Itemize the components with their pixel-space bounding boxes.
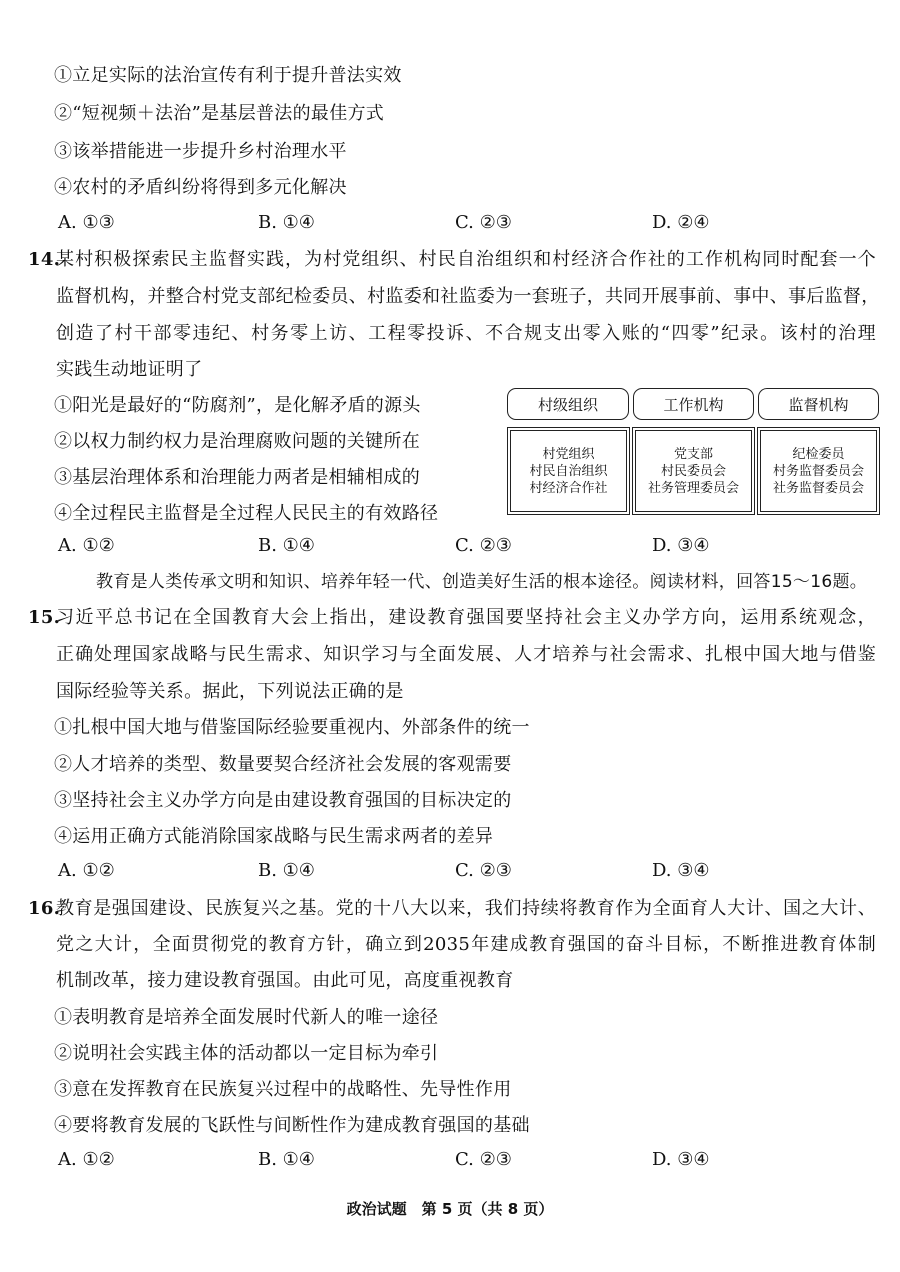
q14-stem-line-3: 创造了村干部零违纪、村务零上访、工程零投诉、不合规支出零入账的“四零”纪录。该村的治理 xyxy=(56,323,876,344)
diagram-header-work-org: 工作机构 xyxy=(633,388,754,420)
q14-stem-line-1: 某村积极探索民主监督实践，为村党组织、村民自治组织和村经济合作社的工作机构同时配套一个 xyxy=(56,249,876,270)
q16-option-c: C. ②③ xyxy=(455,1149,512,1170)
q14-option-d: D. ③④ xyxy=(652,535,710,556)
q16-statement-3: ③意在发挥教育在民族复兴过程中的战略性、先导性作用 xyxy=(54,1079,512,1100)
q15-option-c: C. ②③ xyxy=(455,860,512,881)
q16-statement-2: ②说明社会实践主体的活动都以一定目标为牵引 xyxy=(54,1043,439,1064)
q15-statement-4: ④运用正确方式能消除国家战略与民生需求两者的差异 xyxy=(54,826,494,847)
q14-statement-2: ②以权力制约权力是治理腐败问题的关键所在 xyxy=(54,431,420,452)
q13-statement-1: ①立足实际的法治宣传有利于提升普法实效 xyxy=(54,65,402,86)
diagram-box-supervision-org xyxy=(760,430,877,512)
q14-stem-line-2: 监督机构，并整合村党支部纪检委员、村监委和社监委为一套班子，共同开展事前、事中、事后监督， xyxy=(56,286,880,307)
q16-stem-line-1: 教育是强国建设、民族复兴之基。党的十八大以来，我们持续将教育作为全面育人大计、国之大计、 xyxy=(56,898,876,919)
organization-diagram xyxy=(507,386,879,512)
q15-statement-1: ①扎根中国大地与借鉴国际经验要重视内、外部条件的统一 xyxy=(54,717,530,738)
q16-stem-line-3: 机制改革，接力建设教育强国。由此可见，高度重视教育 xyxy=(56,970,514,991)
q13-option-d: D. ②④ xyxy=(652,212,710,233)
diagram-item: 社务监督委员会 xyxy=(772,480,864,496)
q16-statement-1: ①表明教育是培养全面发展时代新人的唯一途径 xyxy=(54,1007,439,1028)
diagram-item: 纪检委员 xyxy=(792,446,845,462)
q15-statement-2: ②人才培养的类型、数量要契合经济社会发展的客观需要 xyxy=(54,754,512,775)
q14-stem-line-4: 实践生动地证明了 xyxy=(56,359,203,380)
q15-option-d: D. ③④ xyxy=(652,860,710,881)
q14-statement-3: ③基层治理体系和治理能力两者是相辅相成的 xyxy=(54,467,420,488)
q15-stem-line-2: 正确处理国家战略与民生需求、知识学习与全面发展、人才培养与社会需求、扎根中国大地与借鉴 xyxy=(56,644,876,665)
q15-number: 15. xyxy=(28,607,61,628)
diagram-item: 社务管理委员会 xyxy=(647,480,739,496)
q16-option-d: D. ③④ xyxy=(652,1149,710,1170)
q13-option-b: B. ①④ xyxy=(258,212,315,233)
q13-statement-3: ③该举措能进一步提升乡村治理水平 xyxy=(54,141,347,162)
q16-option-b: B. ①④ xyxy=(258,1149,315,1170)
q16-stem-line-2: 党之大计，全面贯彻党的教育方针，确立到2035年建成教育强国的奋斗目标，不断推进教育体制 xyxy=(56,934,876,955)
diagram-item: 党支部 xyxy=(673,446,713,462)
q14-statement-1: ①阳光是最好的“防腐剂”，是化解矛盾的源头 xyxy=(54,395,421,416)
q15-option-b: B. ①④ xyxy=(258,860,315,881)
diagram-item: 村民委员会 xyxy=(660,463,726,479)
q13-statement-4: ④农村的矛盾纠纷将得到多元化解决 xyxy=(54,177,347,198)
q15-option-a: A. ①② xyxy=(58,860,115,881)
q14-number: 14. xyxy=(28,249,61,270)
q13-statement-2: ②“短视频＋法治”是基层普法的最佳方式 xyxy=(54,103,385,124)
page-footer: 政治试题 第 5 页（共 8 页） xyxy=(346,1200,554,1218)
diagram-header-village-org: 村级组织 xyxy=(507,388,629,420)
diagram-box-village-org xyxy=(510,430,627,512)
q16-option-a: A. ①② xyxy=(58,1149,115,1170)
q16-number: 16. xyxy=(28,898,61,919)
q13-option-c: C. ②③ xyxy=(455,212,512,233)
diagram-box-work-org xyxy=(635,430,752,512)
diagram-header-supervision-org: 监督机构 xyxy=(758,388,879,420)
diagram-item: 村党组织 xyxy=(542,446,595,462)
reading-intro: 教育是人类传承文明和知识、培养年轻一代、创造美好生活的根本途径。阅读材料，回答15～16题。 xyxy=(96,572,868,592)
q16-statement-4: ④要将教育发展的飞跃性与间断性作为建成教育强国的基础 xyxy=(54,1115,530,1136)
q13-option-a: A. ①③ xyxy=(58,212,115,233)
q14-option-a: A. ①② xyxy=(58,535,115,556)
q15-statement-3: ③坚持社会主义办学方向是由建设教育强国的目标决定的 xyxy=(54,790,512,811)
diagram-item: 村民自治组织 xyxy=(529,463,608,479)
q14-statement-4: ④全过程民主监督是全过程人民民主的有效路径 xyxy=(54,503,439,524)
q14-option-b: B. ①④ xyxy=(258,535,315,556)
q15-stem-line-3: 国际经验等关系。据此，下列说法正确的是 xyxy=(56,681,404,702)
q15-stem-line-1: 习近平总书记在全国教育大会上指出，建设教育强国要坚持社会主义办学方向，运用系统观念， xyxy=(56,607,876,628)
diagram-item: 村经济合作社 xyxy=(529,480,608,496)
diagram-item: 村务监督委员会 xyxy=(772,463,864,479)
q14-option-c: C. ②③ xyxy=(455,535,512,556)
